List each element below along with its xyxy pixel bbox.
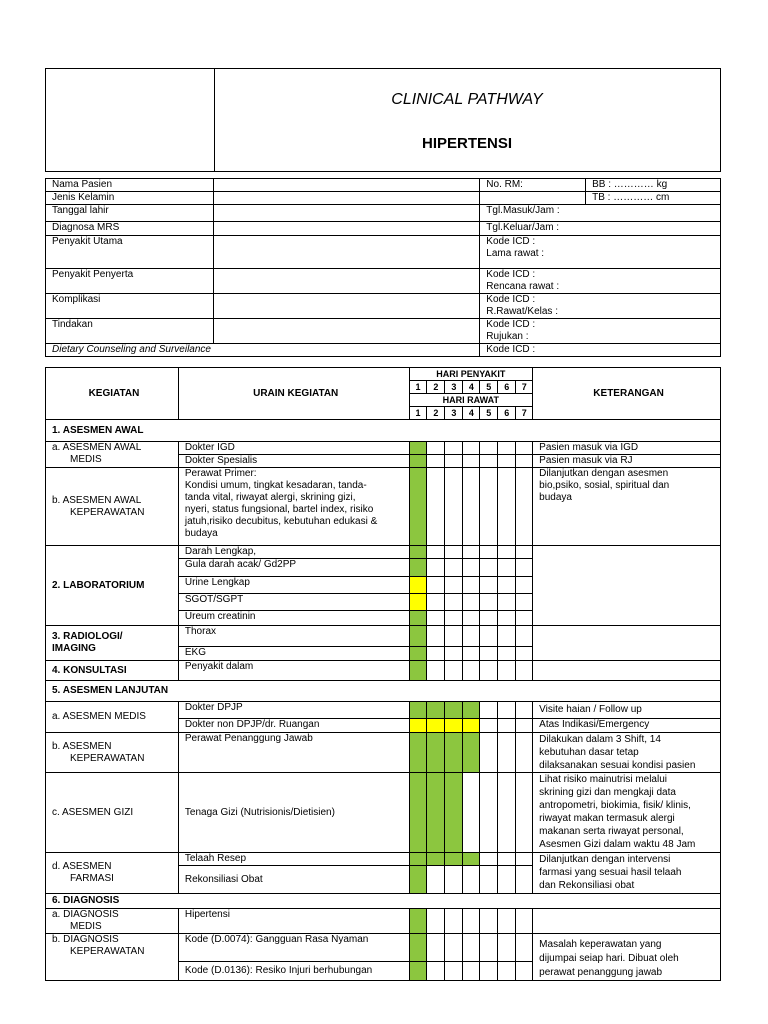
cat-asesmen-awal-medis: a. ASESMEN AWAL MEDIS [46, 442, 179, 468]
ket-diagnosis-keperawatan: Masalah keperawatan yang dijumpai seiap hari. Dibuat oleh perawat penanggung jawab [533, 934, 721, 981]
ket-perawat-pj: Dilakukan dalam 3 Shift, 14 kebutuhan dasar tetap dilaksanakan sesuai kondisi pasien [533, 733, 721, 773]
item-tenaga-gizi: Tenaga Gizi (Nutrisionis/Dietisien) [178, 773, 409, 853]
cat-konsultasi: 4. KONSULTASI [46, 661, 179, 681]
label-penyakit-utama: Penyakit Utama [46, 236, 214, 269]
day-cell: 7 [516, 381, 533, 394]
label-tanggal-lahir: Tanggal lahir [46, 205, 214, 222]
item-perawat-pj: Perawat Penanggung Jawab [178, 733, 409, 773]
field-no-rm[interactable] [480, 192, 586, 205]
day-cell: 3 [445, 381, 463, 394]
field-diagnosa-mrs[interactable] [213, 222, 480, 236]
item-hipertensi: Hipertensi [178, 909, 409, 934]
day-mark-green [409, 866, 427, 894]
day-cell: 6 [498, 407, 516, 420]
day-cell: 4 [463, 381, 480, 394]
day-mark-green [409, 733, 427, 773]
day-mark-green [409, 611, 427, 626]
day-mark-green [409, 559, 427, 577]
field-jenis-kelamin[interactable] [213, 192, 480, 205]
cat-asesmen-awal-keperawatan: b. ASESMEN AWAL KEPERAWATAN [46, 468, 179, 546]
item-darah-lengkap: Darah Lengkap, [178, 546, 409, 559]
item-perawat-primer: Perawat Primer: Kondisi umum, tingkat kesadaran, tanda- tanda vital, riwayat alergi, skrining gizi, nyeri, status fungsional, bartel index, risiko jatuh,risiko decubitus, kebutuhan edukasi & budaya [178, 468, 409, 546]
day-mark-green [409, 661, 427, 681]
ket-diagnosis-medis [533, 909, 721, 934]
ket-farmasi: Dilanjutkan dengan intervensi farmasi yang sesuai hasil telaah dan Rekonsiliasi obat [533, 853, 721, 894]
cat-diagnosis-medis: a. DIAGNOSIS MEDIS [46, 909, 179, 934]
day-cell: 7 [516, 407, 533, 420]
day-mark-green [409, 702, 427, 719]
day-cell: 2 [427, 407, 445, 420]
day-mark-green [409, 442, 427, 455]
label-nama-pasien: Nama Pasien [46, 179, 214, 192]
hari-penyakit-header: HARI PENYAKIT [409, 368, 533, 381]
day-mark-green [445, 702, 463, 719]
item-kode-d0074: Kode (D.0074): Gangguan Rasa Nyaman [178, 934, 409, 962]
label-penyakit-penyerta: Penyakit Penyerta [46, 269, 214, 294]
day-cell: 1 [409, 381, 427, 394]
day-cell: 5 [480, 381, 498, 394]
field-komplikasi[interactable] [213, 294, 480, 319]
day-mark-green [409, 909, 427, 934]
item-ureum: Ureum creatinin [178, 611, 409, 626]
day-mark-yellow [463, 719, 480, 733]
item-urine: Urine Lengkap [178, 577, 409, 594]
day-mark-green [409, 647, 427, 661]
item-penyakit-dalam: Penyakit dalam [178, 661, 409, 681]
day-mark-green [427, 702, 445, 719]
label-dietary: Dietary Counseling and Surveilance [46, 344, 480, 357]
icd-rencana-rawat: Kode ICD : Rencana rawat : [480, 269, 721, 294]
label-jenis-kelamin: Jenis Kelamin [46, 192, 214, 205]
label-no-rm: No. RM: [480, 179, 586, 192]
day-mark-green [409, 468, 427, 546]
item-gula-darah: Gula darah acak/ Gd2PP [178, 559, 409, 577]
day-mark-yellow [445, 719, 463, 733]
day-cell: 6 [498, 381, 516, 394]
patient-info-table [45, 178, 721, 357]
col-keterangan: KETERANGAN [533, 368, 721, 420]
item-ekg: EKG [178, 647, 409, 661]
ket-lab [533, 546, 721, 626]
col-urain: URAIN KEGIATAN [178, 368, 409, 420]
cat-asesmen-medis: a. ASESMEN MEDIS [46, 702, 179, 733]
ket-igd: Pasien masuk via IGD [533, 442, 721, 455]
item-dokter-spesialis: Dokter Spesialis [178, 455, 409, 468]
day-mark-green [463, 702, 480, 719]
field-nama-pasien[interactable] [213, 179, 480, 192]
section-asesmen-lanjutan: 5. ASESMEN LANJUTAN [46, 681, 721, 702]
field-tanggal-lahir[interactable] [213, 205, 480, 222]
label-tb: TB : ………… cm [586, 192, 721, 205]
item-telaah-resep: Telaah Resep [178, 853, 409, 866]
field-penyakit-utama[interactable] [213, 236, 480, 269]
cat-asesmen-gizi: c. ASESMEN GIZI [46, 773, 179, 853]
day-mark-green [427, 853, 445, 866]
item-dokter-dpjp: Dokter DPJP [178, 702, 409, 719]
label-icd-5: Kode ICD : [480, 344, 721, 357]
pathway-table [45, 367, 721, 981]
icd-lama-rawat: Kode ICD : Lama rawat : [480, 236, 721, 269]
item-sgot: SGOT/SGPT [178, 594, 409, 611]
item-thorax: Thorax [178, 626, 409, 647]
ket-keperawatan: Dilanjutkan dengan asesmen bio,psiko, sosial, spiritual dan budaya [533, 468, 721, 546]
section-diagnosis: 6. DIAGNOSIS [46, 894, 721, 909]
col-kegiatan: KEGIATAN [46, 368, 179, 420]
cat-radiologi: 3. RADIOLOGI/ IMAGING [46, 626, 179, 661]
label-tgl-masuk: Tgl.Masuk/Jam : [480, 205, 721, 222]
day-mark-green [409, 773, 427, 853]
ket-radiologi [533, 626, 721, 661]
day-mark-yellow [427, 719, 445, 733]
item-rekonsiliasi: Rekonsiliasi Obat [178, 866, 409, 894]
label-diagnosa-mrs: Diagnosa MRS [46, 222, 214, 236]
ket-konsultasi [533, 661, 721, 681]
ket-gizi: Lihat risiko mainutrisi melalui skrining gizi dan mengkaji data antropometri, biokimia, fisik/ klinis, riwayat makan termasuk alergi makanan serta riwayat personal, Asesmen Gizi dalam waktu 48 Jam [533, 773, 721, 853]
document-title: CLINICAL PATHWAY [391, 91, 543, 108]
header-box [45, 68, 721, 172]
item-dokter-igd: Dokter IGD [178, 442, 409, 455]
day-mark-green [409, 962, 427, 981]
hari-rawat-header: HARI RAWAT [409, 394, 533, 407]
day-mark-green [463, 853, 480, 866]
day-mark-green [445, 773, 463, 853]
day-mark-green [427, 733, 445, 773]
day-cell: 3 [445, 407, 463, 420]
logo-cell [46, 69, 215, 171]
document-subtitle: HIPERTENSI [421, 135, 512, 152]
day-mark-green [445, 733, 463, 773]
day-mark-green [463, 733, 480, 773]
day-cell: 2 [427, 381, 445, 394]
label-tgl-keluar: Tgl.Keluar/Jam : [480, 222, 721, 236]
day-cell: 4 [463, 407, 480, 420]
ket-rj: Pasien masuk via RJ [533, 455, 721, 468]
field-penyakit-penyerta[interactable] [213, 269, 480, 294]
ket-atas: Atas Indikasi/Emergency [533, 719, 721, 733]
day-mark-yellow [409, 594, 427, 611]
day-mark-green [409, 934, 427, 962]
field-tindakan[interactable] [213, 319, 480, 344]
day-cell: 5 [480, 407, 498, 420]
cat-diagnosis-keperawatan: b. DIAGNOSIS KEPERAWATAN [46, 934, 179, 981]
day-mark-yellow [409, 577, 427, 594]
section-asesmen-awal: 1. ASESMEN AWAL [46, 420, 721, 442]
label-tindakan: Tindakan [46, 319, 214, 344]
day-mark-green [409, 455, 427, 468]
day-mark-green [409, 546, 427, 559]
day-mark-green [427, 773, 445, 853]
day-mark-yellow [409, 719, 427, 733]
ket-visite: Visite haian / Follow up [533, 702, 721, 719]
cat-asesmen-farmasi: d. ASESMEN FARMASI [46, 853, 179, 894]
cat-laboratorium: 2. LABORATORIUM [46, 546, 179, 626]
item-kode-d0136: Kode (D.0136): Resiko Injuri berhubungan [178, 962, 409, 981]
item-dokter-non-dpjp: Dokter non DPJP/dr. Ruangan [178, 719, 409, 733]
label-bb: BB : ………… kg [586, 179, 721, 192]
day-mark-green [409, 626, 427, 647]
cat-asesmen-keperawatan: b. ASESMEN KEPERAWATAN [46, 733, 179, 773]
day-mark-green [409, 853, 427, 866]
day-cell: 1 [409, 407, 427, 420]
icd-rawat-kelas: Kode ICD : R.Rawat/Kelas : [480, 294, 721, 319]
icd-rujukan: Kode ICD : Rujukan : [480, 319, 721, 344]
day-mark-green [445, 853, 463, 866]
label-komplikasi: Komplikasi [46, 294, 214, 319]
